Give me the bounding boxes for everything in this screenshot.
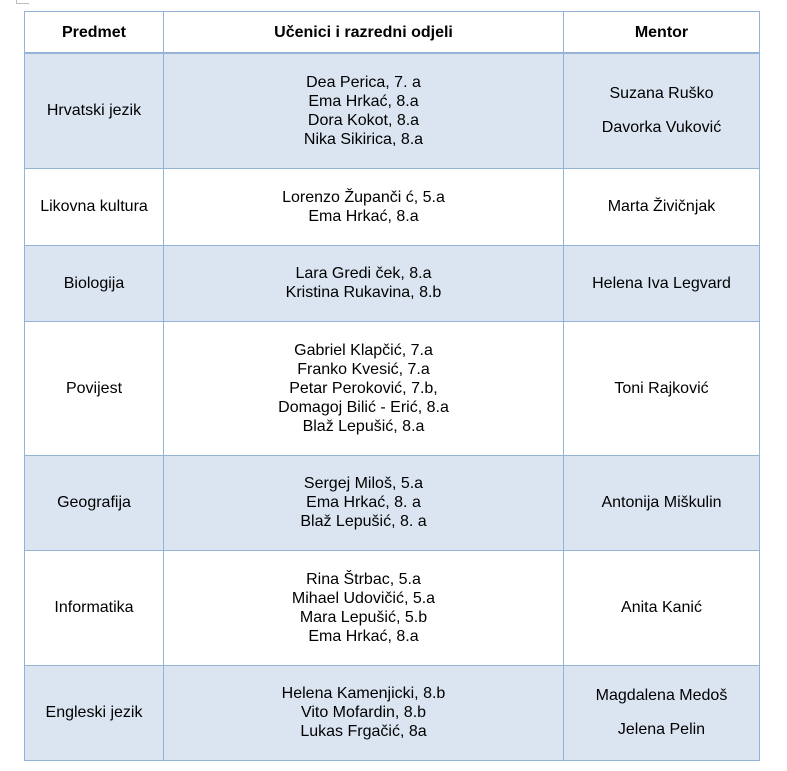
subject-cell: Povijest [25, 321, 164, 455]
mentor-name: Toni Rajković [614, 379, 709, 397]
student-entry: Vito Mofardin, 8.b [300, 704, 427, 721]
header-students: Učenici i razredni odjeli [164, 12, 564, 54]
table-header-row [25, 12, 760, 54]
student-entry: Franko Kvesić, 7.a [297, 360, 430, 378]
students-cell [164, 53, 564, 168]
subject-cell: Biologija [25, 245, 164, 321]
students-cell [164, 550, 564, 665]
table-row [25, 455, 760, 550]
mentor-name: Suzana Ruško [609, 85, 714, 103]
mentor-cell [564, 168, 760, 245]
student-entry: Gabriel Klapčić, 7.a [294, 341, 433, 359]
subject-mentor-table [24, 11, 760, 761]
students-cell [164, 245, 564, 321]
header-mentor: Mentor [564, 12, 760, 54]
subject-cell: Informatika [25, 550, 164, 665]
table-row [25, 665, 760, 760]
student-entry: Ema Hrkać, 8. a [306, 494, 421, 511]
student-entry: Domagoj Bilić - Erić, 8.a [278, 398, 449, 416]
students-cell [164, 321, 564, 455]
subject-cell: Engleski jezik [25, 665, 164, 760]
table-row [25, 245, 760, 321]
mentor-cell [564, 665, 760, 760]
student-entry: Helena Kamenjicki, 8.b [281, 685, 446, 702]
students-cell [164, 455, 564, 550]
mentor-name: Anita Kanić [621, 599, 702, 616]
mentor-cell [564, 321, 760, 455]
student-entry: Blaž Lepušić, 8.a [302, 417, 425, 435]
student-entry: Dora Kokot, 8.a [307, 111, 420, 129]
student-entry: Sergej Miloš, 5.a [303, 475, 424, 492]
page-corner-mark [16, 0, 29, 4]
mentor-name: Magdalena Medoš [595, 687, 728, 704]
student-entry: Mara Lepušić, 5.b [299, 608, 428, 626]
mentor-cell [564, 550, 760, 665]
mentor-name: Jelena Pelin [617, 721, 706, 738]
table-row [25, 53, 760, 168]
student-entry: Blaž Lepušić, 8. a [300, 513, 427, 530]
subject-cell: Geografija [25, 455, 164, 550]
student-entry: Kristina Rukavina, 8.b [285, 284, 442, 301]
mentor-cell [564, 455, 760, 550]
header-subject: Predmet [25, 12, 164, 54]
table-row [25, 321, 760, 455]
subject-cell: Hrvatski jezik [25, 53, 164, 168]
table-row [25, 550, 760, 665]
student-entry: Lorenzo Županči ć, 5.a [282, 188, 445, 206]
students-cell [164, 168, 564, 245]
student-entry: Nika Sikirica, 8.a [303, 130, 424, 148]
mentor-cell [564, 245, 760, 321]
student-entry: Lukas Frgačić, 8a [300, 723, 427, 740]
mentor-name: Davorka Vuković [601, 119, 722, 137]
student-entry: Ema Hrkać, 8.a [308, 207, 419, 225]
student-entry: Ema Hrkać, 8.a [308, 92, 419, 110]
student-entry: Petar Peroković, 7.b, [289, 379, 438, 397]
subject-cell: Likovna kultura [25, 168, 164, 245]
table-body [25, 53, 760, 760]
student-entry: Mihael Udovičić, 5.a [291, 589, 436, 607]
mentor-cell [564, 53, 760, 168]
mentor-name: Antonija Miškulin [601, 494, 722, 511]
student-entry: Rina Štrbac, 5.a [306, 570, 421, 588]
student-entry: Ema Hrkać, 8.a [308, 627, 419, 645]
student-entry: Dea Perica, 7. a [306, 73, 421, 91]
student-entry: Lara Gredi ček, 8.a [295, 265, 432, 282]
students-cell [164, 665, 564, 760]
mentor-name: Marta Živičnjak [607, 198, 716, 215]
table-row [25, 168, 760, 245]
mentor-name: Helena Iva Legvard [592, 274, 731, 292]
